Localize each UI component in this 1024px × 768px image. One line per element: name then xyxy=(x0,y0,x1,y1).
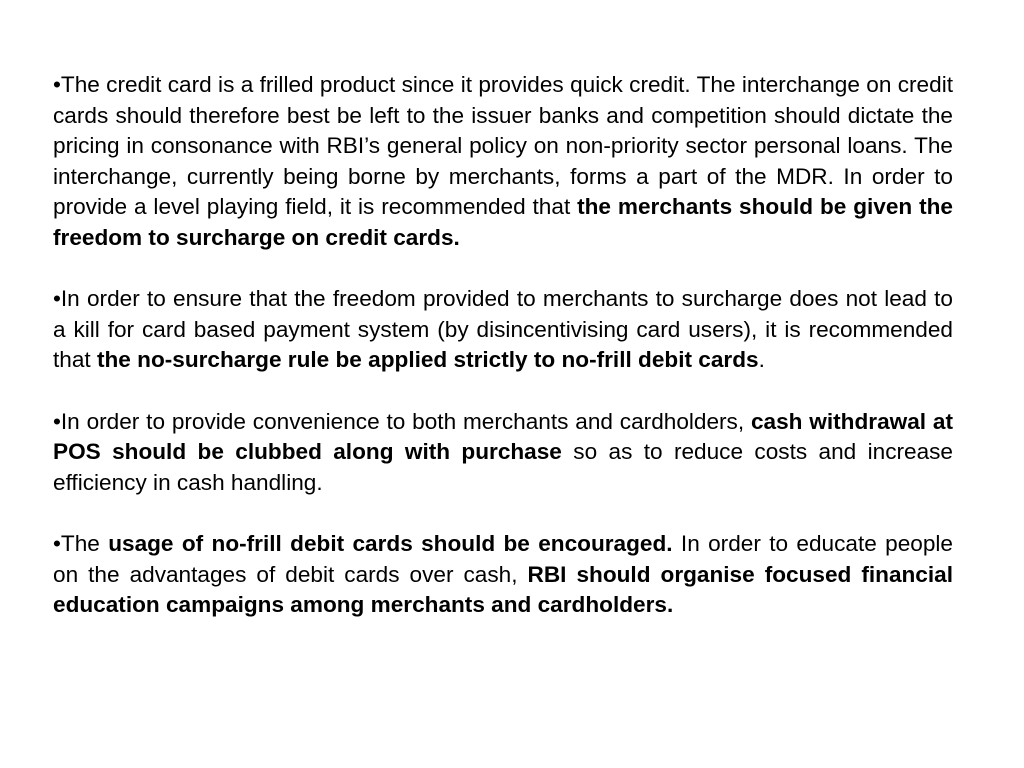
paragraph-emphasis: the no-surcharge rule be applied strictly to no-frill debit cards xyxy=(96,347,759,373)
paragraph-text: •The xyxy=(53,530,109,556)
bullet-paragraph-cash-withdrawal-pos xyxy=(53,407,953,499)
paragraph-text: •In order to provide convenience to both merchants and cardholders, xyxy=(53,408,751,434)
bullet-paragraph-debit-card-education xyxy=(53,529,953,621)
paragraph-text: •In order to ensure that the freedom provided to merchants to surcharge does not lead to a kill for card based payment system (by disincentivising card users), it is recommended that xyxy=(53,286,953,373)
paragraph-text: In order to educate people on the advantages of debit cards over cash, xyxy=(53,530,953,587)
paragraph-text: . xyxy=(758,347,765,373)
paragraph-emphasis: RBI should organise focused financial education campaigns among merchants and cardholders. xyxy=(53,561,953,618)
paragraph-text: so as to reduce costs and increase efficiency in cash handling. xyxy=(53,439,954,495)
paragraph-emphasis: usage of no-frill debit cards should be encouraged. xyxy=(108,530,673,556)
paragraph-text: •The credit card is a frilled product since it provides quick credit. The interchange on credit cards should therefore best be left to the issuer banks and competition should dictate the pricing in consonance with RBI’s general policy on non-priority sector personal loans. The interchange, currently being borne by merchants, forms a part of the MDR. In order to provide a level playing field, it is recommended that xyxy=(53,72,953,220)
paragraph-emphasis: cash withdrawal at POS should be clubbed along with purchase xyxy=(53,408,953,465)
slide-body xyxy=(53,70,953,621)
paragraph-emphasis: the merchants should be given the freedom to surcharge on credit cards. xyxy=(53,194,953,250)
bullet-paragraph-no-surcharge-rule xyxy=(53,284,953,376)
bullet-paragraph-credit-card-surcharge xyxy=(53,70,953,254)
